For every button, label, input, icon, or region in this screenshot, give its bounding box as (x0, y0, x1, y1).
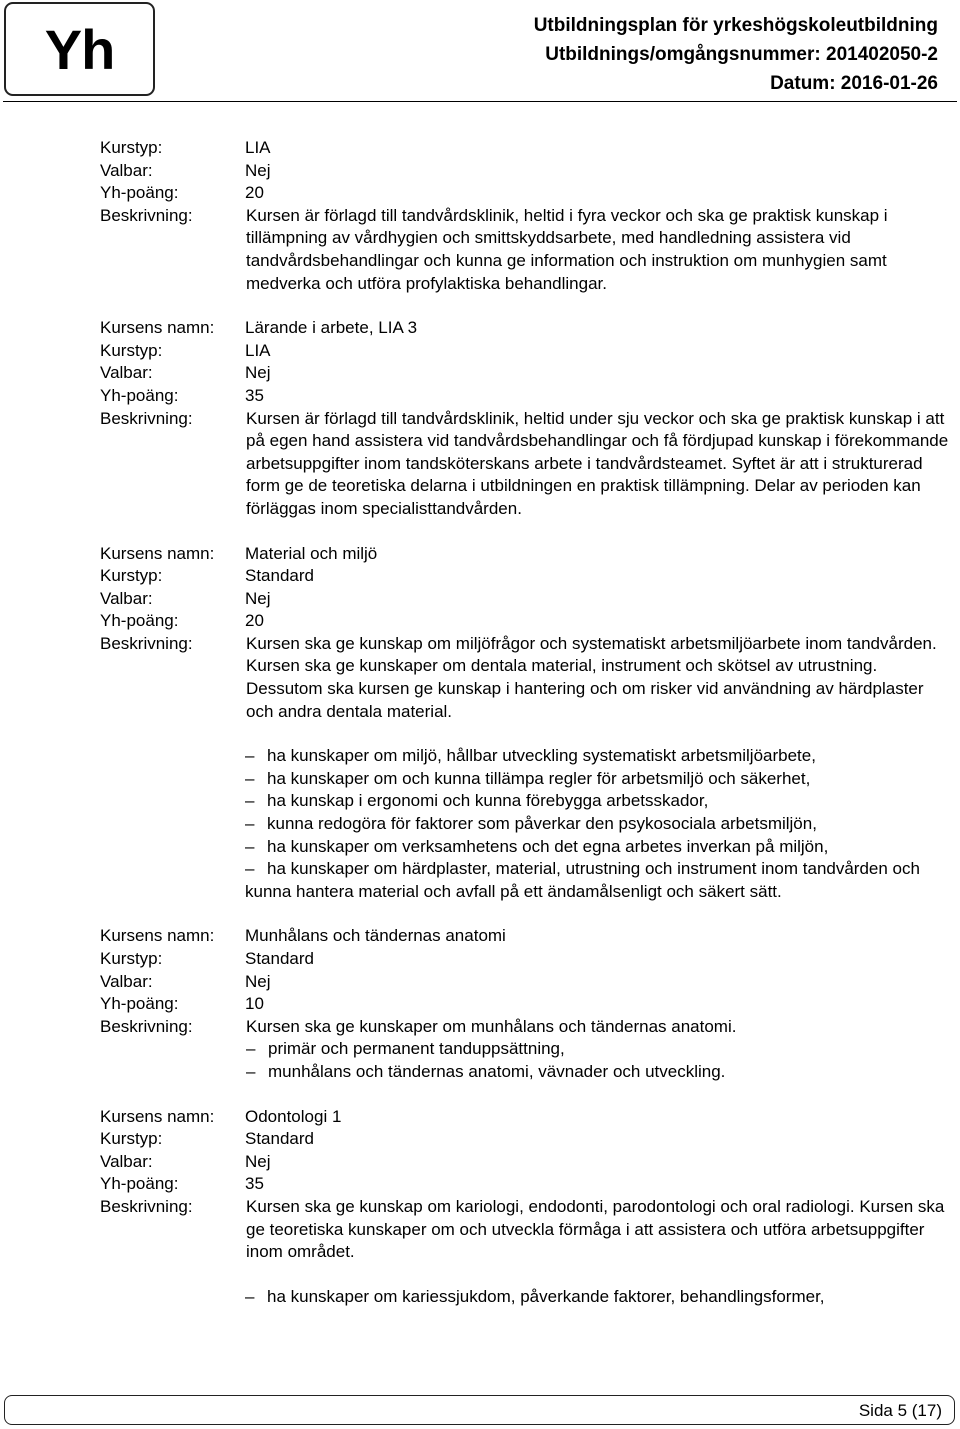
dash-bullet: – (245, 814, 255, 834)
logo-text: Yh (44, 17, 115, 81)
outcome-item: – ha kunskaper om härdplaster, material, utrustning och instrument inom tandvården och kunna hantera material och avfall på ett ändamålsenligt och säkert sätt. (245, 859, 920, 901)
learning-outcomes (245, 1286, 950, 1309)
course-elective-row (100, 971, 950, 994)
course-name-value: Lärande i arbete, LIA 3 (245, 318, 418, 338)
course-elective-label: Valbar: (100, 588, 153, 608)
dash-bullet: – (245, 836, 255, 856)
course-elective-row (100, 1151, 950, 1174)
course-elective-value: Nej (245, 363, 271, 383)
course-points-value: 20 (245, 611, 264, 631)
course-points-value: 10 (245, 994, 264, 1014)
course-elective-label: Valbar: (100, 1151, 153, 1171)
course-type-value: Standard (245, 1129, 314, 1149)
course-points-label: Yh-poäng: (100, 994, 179, 1014)
header-divider (3, 101, 957, 102)
course-type-label: Kurstyp: (100, 566, 163, 586)
course-block (100, 317, 950, 520)
course-elective-row (100, 588, 950, 611)
outcome-item: – ha kunskaper om och kunna tillämpa regler för arbetsmiljö och säkerhet, (245, 768, 950, 791)
course-elective-row (100, 362, 950, 385)
page-number: Sida 5 (17) (858, 1401, 942, 1420)
course-block (100, 925, 950, 1083)
course-type-row (100, 1128, 950, 1151)
outcome-item: – ha kunskaper om miljö, hållbar utveckling systematiskt arbetsmiljöarbete, (245, 745, 950, 768)
course-elective-label: Valbar: (100, 363, 153, 383)
course-points-row (100, 385, 950, 408)
course-description-label: Beskrivning: (100, 205, 193, 225)
course-name-value: Odontologi 1 (245, 1106, 342, 1126)
course-description-label: Beskrivning: (100, 1016, 193, 1036)
learning-outcomes (245, 745, 950, 903)
course-description-row (100, 633, 950, 723)
course-points-value: 20 (245, 183, 264, 203)
course-type-value: LIA (245, 138, 271, 157)
dash-bullet: – (245, 791, 255, 811)
course-name-label: Kursens namn: (100, 926, 215, 946)
document-date: Datum: 2016-01-26 (770, 73, 938, 94)
dash-bullet: – (245, 768, 255, 788)
course-type-value: Standard (245, 566, 314, 586)
course-type-label: Kurstyp: (100, 340, 163, 360)
course-name-row (100, 543, 950, 566)
course-description-label: Beskrivning: (100, 1196, 193, 1216)
dash-bullet: – (246, 1061, 256, 1081)
course-points-label: Yh-poäng: (100, 1174, 179, 1194)
outcome-item: – primär och permanent tanduppsättning, (246, 1038, 950, 1061)
course-type-row (100, 565, 950, 588)
course-points-row (100, 610, 950, 633)
outcome-item: – ha kunskaper om verksamhetens och det egna arbetes inverkan på miljön, (245, 836, 950, 859)
course-points-value: 35 (245, 1174, 264, 1194)
course-description-row (100, 1016, 950, 1084)
dash-bullet: – (245, 859, 255, 879)
course-description-row (100, 408, 950, 521)
course-type-value: LIA (245, 340, 271, 360)
outcome-item: – kunna redogöra för faktorer som påverkar den psykosociala arbetsmiljön, (245, 813, 950, 836)
outcome-item: – ha kunskap i ergonomi och kunna förebygga arbetsskador, (245, 790, 950, 813)
course-description-text: Kursen är förlagd till tandvårdsklinik, heltid i fyra veckor och ska ge praktisk kunskap i tillämpning av vårdhygien och smittskyddsarbete, med handledning assistera vid tandvårdsbehandlingar och kunna ge information och instruktion om munhygien samt medverka och utföra profylaktiska behandlingar. (246, 205, 888, 293)
document-header (534, 11, 938, 98)
learning-outcomes (246, 1038, 950, 1083)
course-description-row (100, 1196, 950, 1264)
course-elective-label: Valbar: (100, 971, 153, 991)
dash-bullet: – (246, 1039, 256, 1059)
course-name-label: Kursens namn: (100, 1106, 215, 1126)
course-type-label: Kurstyp: (100, 1129, 163, 1149)
course-description-row (100, 205, 950, 295)
page-content (100, 137, 950, 1330)
course-description-label: Beskrivning: (100, 408, 193, 428)
course-points-value: 35 (245, 385, 264, 405)
course-block (100, 543, 950, 904)
outcome-item: – munhålans och tändernas anatomi, vävnader och utveckling. (246, 1061, 950, 1084)
dash-bullet: – (245, 746, 255, 766)
course-description-text: Kursen ska ge kunskap om miljöfrågor och systematiskt arbetsmiljöarbete inom tandvården. Kursen ska ge kunskaper om dentala material, instrument och skötsel av utrustning. Dessutom ska kursen ge kunskap i hantering och om risker vid användning av härdplaster och andra dentala material. (246, 633, 937, 721)
course-name-row (100, 1106, 950, 1129)
course-name-row (100, 925, 950, 948)
course-name-value: Material och miljö (245, 543, 378, 563)
course-points-label: Yh-poäng: (100, 183, 179, 203)
course-type-label: Kurstyp: (100, 138, 163, 157)
course-type-value: Standard (245, 949, 314, 968)
course-block (100, 1106, 950, 1309)
course-elective-value: Nej (245, 971, 271, 991)
program-number: Utbildnings/omgångsnummer: 201402050-2 (545, 44, 938, 65)
course-type-label: Kurstyp: (100, 949, 163, 968)
course-points-label: Yh-poäng: (100, 385, 179, 405)
course-points-row (100, 993, 950, 1016)
course-elective-row (100, 160, 950, 183)
yh-logo (4, 2, 155, 96)
course-points-row (100, 182, 950, 205)
course-elective-value: Nej (245, 588, 271, 608)
course-name-label: Kursens namn: (100, 318, 215, 338)
course-description-text: Kursen ska ge kunskaper om munhålans och tändernas anatomi. (246, 1016, 737, 1036)
course-name-value: Munhålans och tändernas anatomi (245, 926, 506, 946)
course-description-text: Kursen ska ge kunskap om kariologi, endodonti, parodontologi och oral radiologi. Kursen ska ge teoretiska kunskaper om och utveckla förmåga i att assistera och utföra arbetsuppgifter inom området. (246, 1196, 945, 1262)
course-elective-value: Nej (245, 160, 271, 180)
course-points-row (100, 1173, 950, 1196)
document-title: Utbildningsplan för yrkeshögskoleutbildning (533, 15, 938, 36)
course-description-text: Kursen är förlagd till tandvårdsklinik, heltid under sju veckor och ska ge praktisk kunskap i att på egen hand assistera vid tandvårdsbehandlingar och få fördjupad kunskap i förekommande arbetsuppgifter inom tandsköterskans arbete i tandvårdsteamet. Syftet är att i strukturerad form ge de teoretiska delarna i utbildningen en praktisk tillämpning. Delar av perioden kan förläggas inom specialisttandvården. (246, 408, 949, 518)
dash-bullet: – (245, 1286, 255, 1306)
course-type-row (100, 137, 950, 160)
course-name-row (100, 317, 950, 340)
course-name-label: Kursens namn: (100, 543, 215, 563)
course-elective-value: Nej (245, 1151, 271, 1171)
course-points-label: Yh-poäng: (100, 611, 179, 631)
page-footer (4, 1395, 955, 1425)
course-type-row (100, 340, 950, 363)
course-elective-label: Valbar: (100, 160, 153, 180)
course-type-row (100, 948, 950, 971)
outcome-item: – ha kunskaper om kariessjukdom, påverkande faktorer, behandlingsformer, (245, 1286, 950, 1309)
course-block (100, 137, 950, 295)
course-description-label: Beskrivning: (100, 633, 193, 653)
